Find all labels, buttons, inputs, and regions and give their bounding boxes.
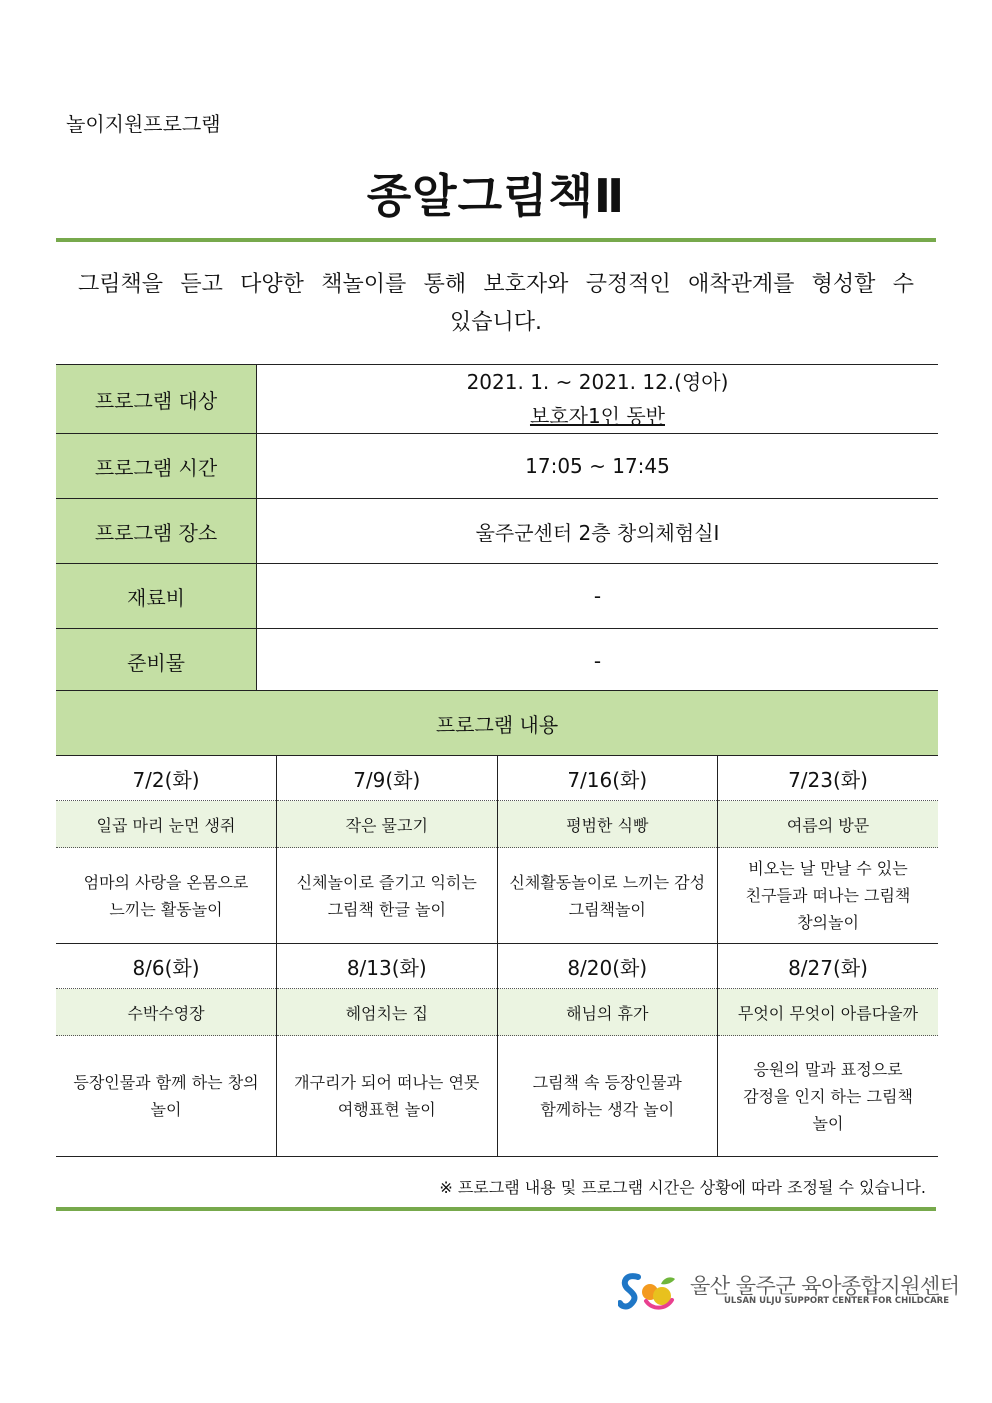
activity-line: 친구들과 떠나는 그림책 (745, 886, 911, 905)
book-title: 헤엄치는 집 (277, 989, 498, 1036)
program-intro (78, 266, 914, 342)
date-row (56, 944, 938, 989)
info-row-supplies (56, 629, 938, 694)
material-fee-label: 재료비 (56, 564, 257, 629)
date-row (56, 756, 938, 801)
page-title: 종알그림책Ⅱ (366, 169, 626, 223)
activity-description (277, 848, 498, 944)
activity-line: 등장인물과 함께 하는 창의 (73, 1073, 259, 1092)
session-date: 7/9(화) (277, 756, 498, 801)
activity-line: 신체놀이로 즐기고 익히는 (296, 872, 477, 892)
session-date: 8/13(화) (277, 944, 498, 989)
info-row-target (56, 365, 938, 434)
time-value: 17:05 ~ 17:45 (257, 434, 939, 499)
activity-description (497, 848, 718, 944)
activity-description (56, 848, 277, 944)
center-name-korean: 울산 울주군 육아종합지원센터 (690, 1274, 960, 1298)
session-date: 8/20(화) (497, 944, 718, 989)
book-title: 여름의 방문 (718, 801, 939, 848)
book-title: 해님의 휴가 (497, 989, 718, 1036)
book-title: 일곱 마리 눈먼 생쥐 (56, 801, 277, 848)
center-logo (618, 1268, 960, 1312)
session-date: 8/27(화) (718, 944, 939, 989)
activity-line: 여행표현 놀이 (337, 1100, 436, 1119)
center-logo-icon (618, 1268, 682, 1312)
book-row (56, 801, 938, 848)
target-period: 2021. 1. ~ 2021. 12.(영아) (466, 370, 729, 394)
target-label: 프로그램 대상 (56, 365, 257, 434)
center-name-english: ULSAN ULJU SUPPORT CENTER FOR CHILDCARE (724, 1296, 950, 1306)
supplies-value: - (257, 629, 939, 694)
activity-line: 창의놀이 (797, 913, 859, 932)
activity-description (56, 1036, 277, 1157)
schedule-note: ※ 프로그램 내용 및 프로그램 시간은 상황에 따라 조정될 수 있습니다. (439, 1178, 926, 1197)
material-fee-value: - (257, 564, 939, 629)
activity-line: 감정을 인지 하는 그림책 (743, 1086, 913, 1106)
activity-description (497, 1036, 718, 1157)
activity-description (718, 848, 939, 944)
session-date: 7/2(화) (56, 756, 277, 801)
activity-line: 신체활동놀이로 느끼는 감성 (509, 872, 706, 892)
book-title: 평범한 식빵 (497, 801, 718, 848)
activity-row (56, 1036, 938, 1157)
activity-line: 놀이 (150, 1100, 182, 1119)
program-category: 놀이지원프로그램 (66, 112, 221, 136)
place-value: 울주군센터 2층 창의체험실Ⅰ (257, 499, 939, 564)
activity-line: 응원의 말과 표정으로 (753, 1059, 903, 1079)
schedule-heading: 프로그램 내용 (56, 691, 938, 756)
activity-line: 그림책 한글 놀이 (327, 899, 446, 919)
activity-line: 그림책 속 등장인물과 (532, 1073, 682, 1092)
info-row-time (56, 434, 938, 499)
info-row-place (56, 499, 938, 564)
title-divider (56, 238, 936, 242)
activity-line: 그림책놀이 (568, 899, 646, 919)
activity-line: 함께하는 생각 놀이 (540, 1100, 675, 1119)
book-title: 무엇이 무엇이 아름다울까 (718, 989, 939, 1036)
activity-line: 개구리가 되어 떠나는 연못 (294, 1073, 480, 1092)
book-row (56, 989, 938, 1036)
book-title: 작은 물고기 (277, 801, 498, 848)
place-label: 프로그램 장소 (56, 499, 257, 564)
intro-line-2: 있습니다. (449, 310, 542, 335)
info-row-material-fee (56, 564, 938, 629)
session-date: 7/16(화) (497, 756, 718, 801)
supplies-label: 준비물 (56, 629, 257, 694)
activity-line: 엄마의 사랑을 온몸으로 (83, 872, 249, 892)
activity-row (56, 848, 938, 944)
guardian-requirement: 보호자1인 동반 (529, 404, 665, 428)
activity-line: 느끼는 활동놀이 (109, 899, 223, 919)
session-date: 7/23(화) (718, 756, 939, 801)
program-info-table (56, 364, 938, 694)
activity-line: 비오는 날 만날 수 있는 (748, 859, 908, 878)
activity-description (277, 1036, 498, 1157)
schedule-heading-row (56, 691, 938, 756)
target-value (257, 365, 939, 434)
activity-description (718, 1036, 939, 1157)
session-date: 8/6(화) (56, 944, 277, 989)
book-title: 수박수영장 (56, 989, 277, 1036)
time-label: 프로그램 시간 (56, 434, 257, 499)
footer-divider (56, 1207, 936, 1211)
intro-line-1: 그림책을 듣고 다양한 책놀이를 통해 보호자와 긍정적인 애착관계를 형성할 수 (78, 272, 914, 297)
activity-line: 놀이 (812, 1113, 844, 1133)
schedule-table (56, 690, 938, 1157)
